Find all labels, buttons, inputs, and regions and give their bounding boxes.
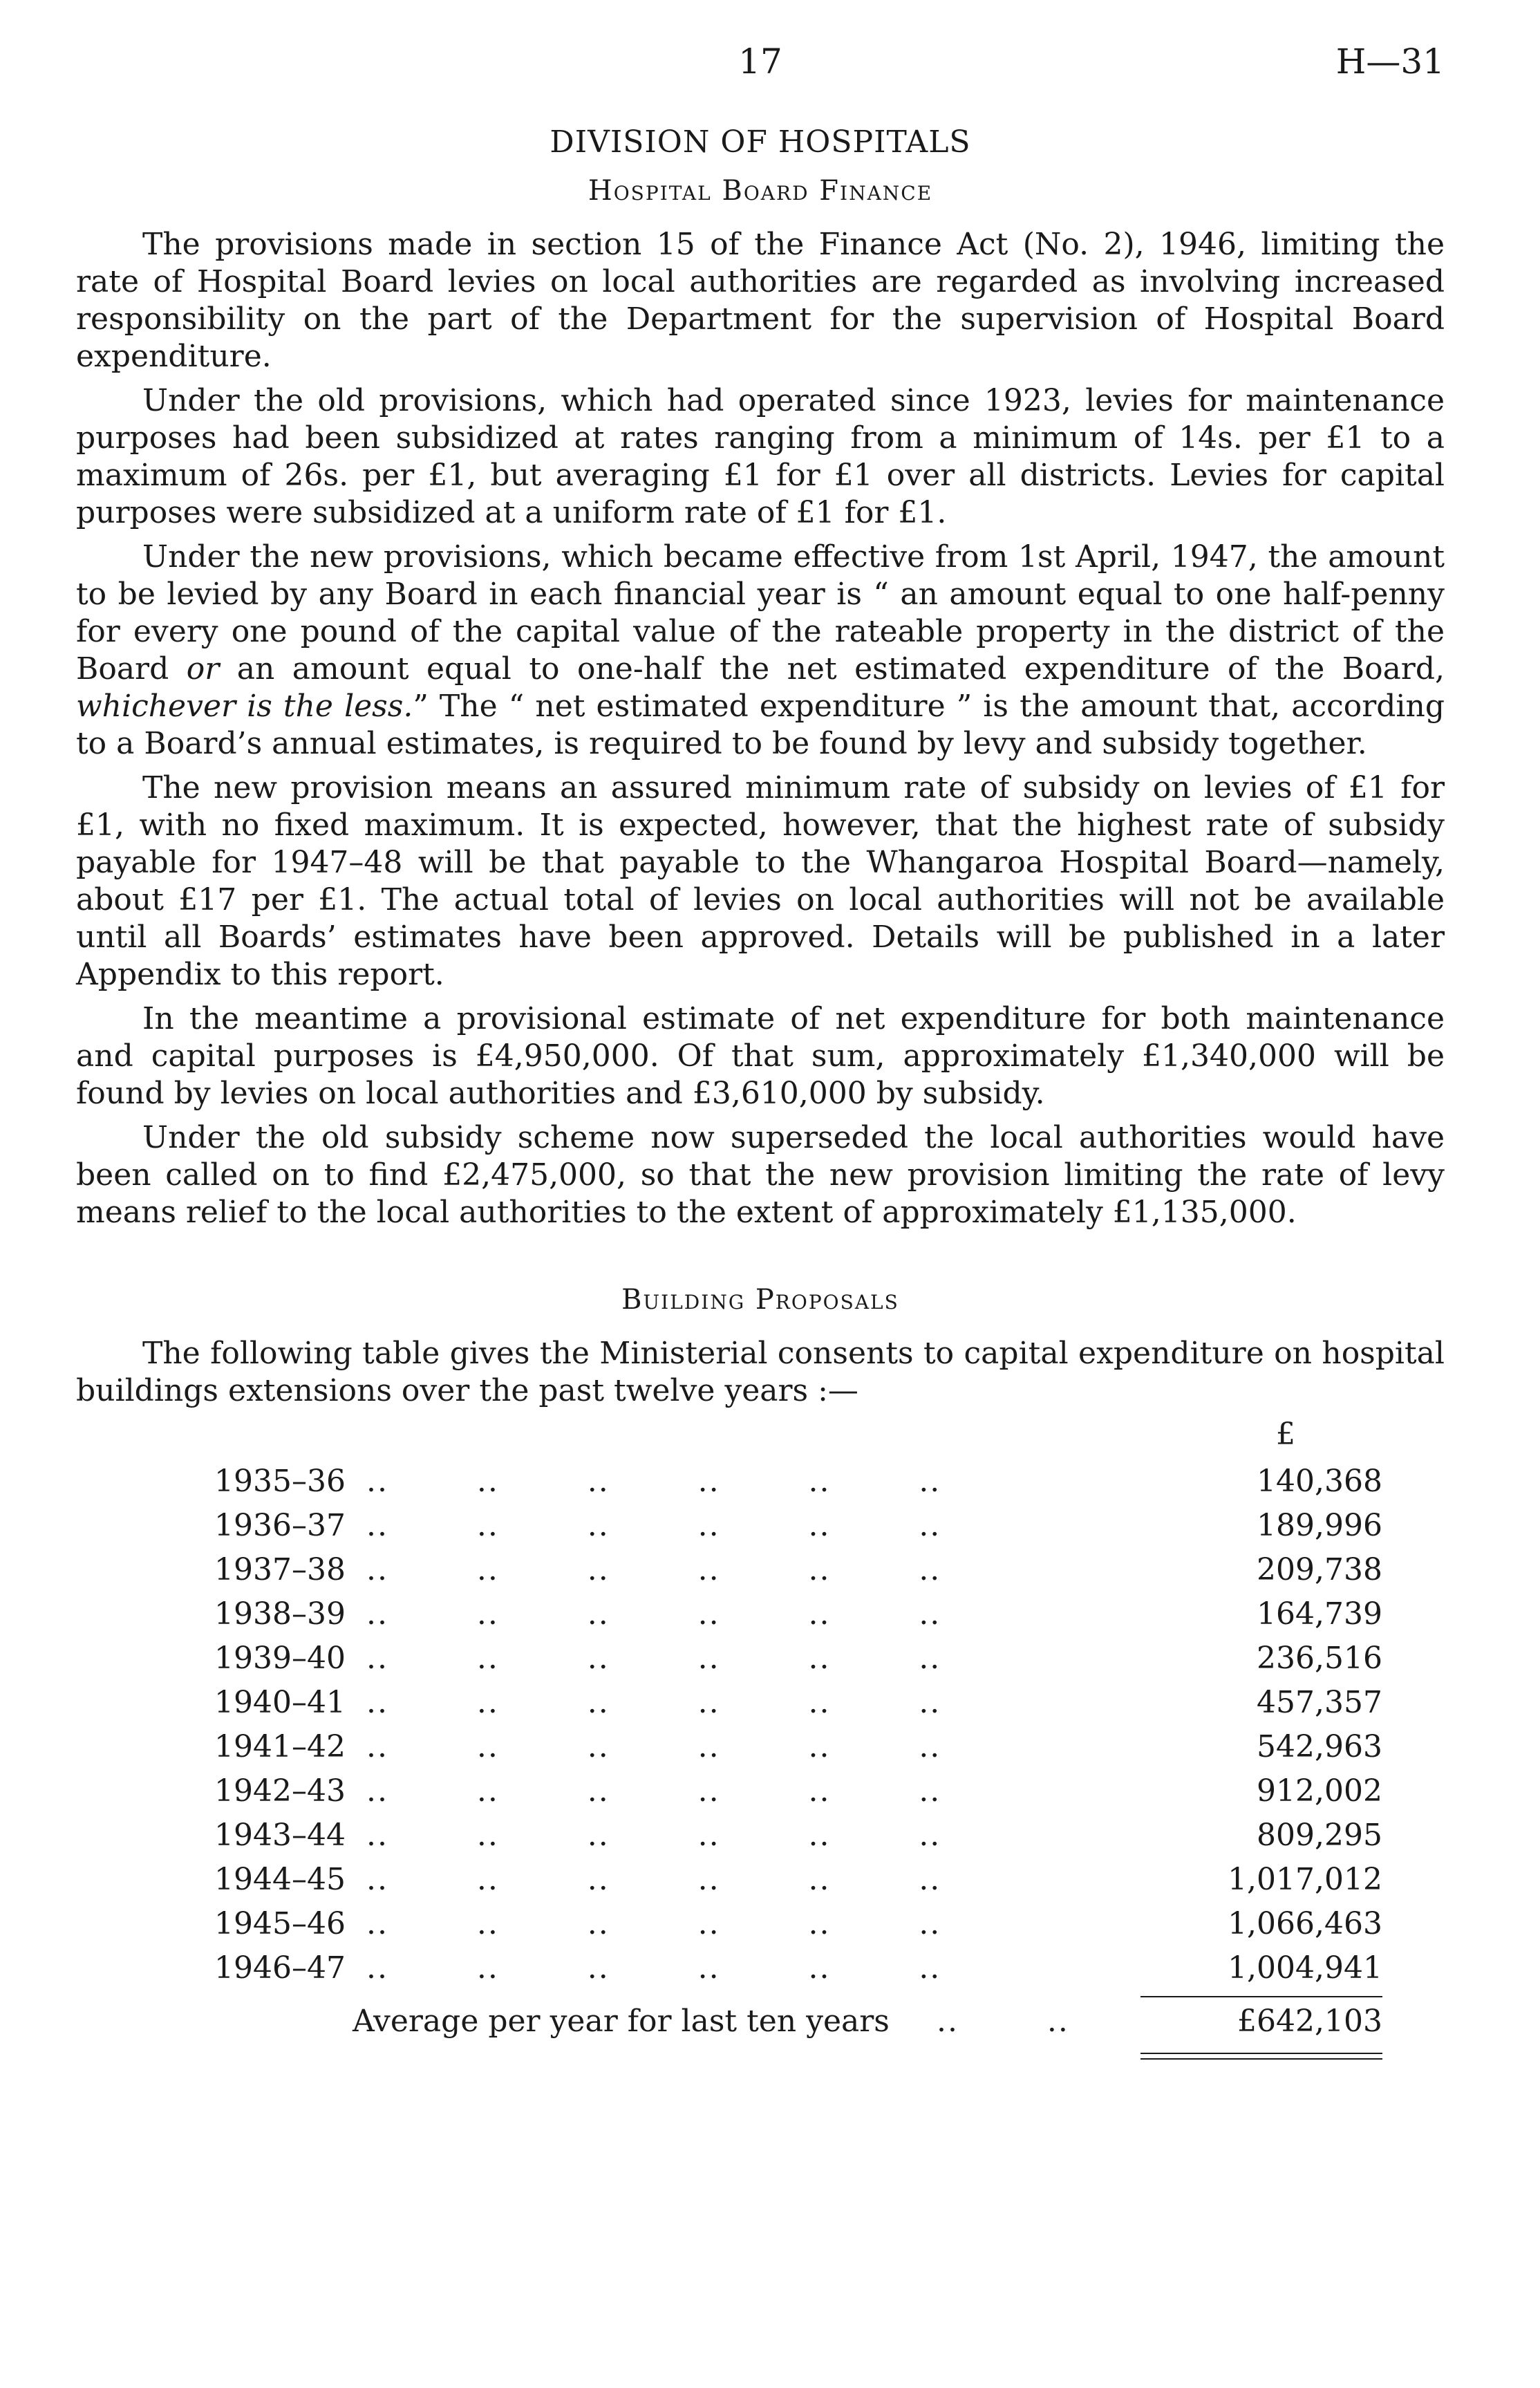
row-year: 1940–41	[214, 1685, 346, 1720]
dot-leader: .. .. .. .. .. ..	[366, 1862, 941, 1897]
paragraph-minimum-subsidy: The new provision means an assured minimum rate of subsidy on levies of £1 for £1, with no fixed maximum. It is expected, however, that the highest rate of subsidy payable for 1947–48 will be that payable to the Whangaroa Hospital Board—namely, about £17 per £1. The actual total of levies on local authorities will not be available until all Boards’ estimates have been approved. Details will be published in a later Appendix to this report.	[76, 770, 1445, 992]
currency-symbol: £	[1276, 1417, 1295, 1452]
building-proposals-intro: The following table gives the Ministerial consents to capital expenditure on hospital buildings extensions over the past twelve years :—	[76, 1336, 1445, 1408]
dot-leader: .. .. .. .. .. ..	[366, 1508, 941, 1543]
dot-leader: .. .. .. .. .. ..	[366, 1950, 941, 1986]
dot-leader: .. .. .. .. .. ..	[366, 1773, 941, 1809]
table-row	[76, 1946, 1445, 1990]
dot-leader: .. .. .. .. .. ..	[366, 1906, 941, 1941]
table-row	[76, 1858, 1445, 1902]
table-row	[76, 1548, 1445, 1592]
dot-leader: .. .. .. .. .. ..	[366, 1818, 941, 1853]
currency-header	[76, 1417, 1445, 1459]
row-year: 1943–44	[214, 1818, 346, 1853]
double-rule	[1140, 2053, 1382, 2060]
document-reference: H—31	[1335, 41, 1445, 82]
table-row	[76, 1459, 1445, 1504]
paragraph-text: Under the new provisions, which became effective from 1st April, 1947, the amount to be levied by any Board in each financial year is “ an amount equal to one half-penny for every one pound of the capital value of the rateable property in the district of the Board	[76, 539, 1445, 687]
paragraph-finance-act: The provisions made in section 15 of the Finance Act (No. 2), 1946, limiting the rate of Hospital Board levies on local authorities are regarded as involving increased responsibility on the part of the Department for the supervision of Hospital Board expenditure.	[76, 227, 1445, 374]
table-row	[76, 1592, 1445, 1636]
table-row	[76, 1813, 1445, 1858]
row-value: 1,004,941	[1228, 1950, 1382, 1986]
row-value: 809,295	[1257, 1818, 1382, 1853]
table-row	[76, 1681, 1445, 1725]
row-year: 1942–43	[214, 1773, 346, 1809]
table-row	[76, 1902, 1445, 1946]
row-value: 189,996	[1257, 1508, 1382, 1543]
average-row	[76, 1990, 1445, 2053]
table-row	[76, 1636, 1445, 1681]
section-title: DIVISION OF HOSPITALS	[550, 124, 971, 160]
row-value: 1,017,012	[1228, 1862, 1382, 1897]
building-proposals-heading: Building Proposals	[621, 1284, 899, 1316]
paragraph-old-scheme-relief: Under the old subsidy scheme now superseded the local authorities would have been called on to find £2,475,000, so that the new provision limiting the rate of levy means relief to the local authorities to the extent of approximately £1,135,000.	[76, 1120, 1445, 1230]
paragraph-text: ” The “ net estimated expenditure ” is the amount that, according to a Board’s annual estimates, is required to be found by levy and subsidy together.	[76, 689, 1445, 761]
average-value: £642,103	[1237, 2004, 1382, 2039]
row-value: 140,368	[1257, 1464, 1382, 1499]
row-value: 457,357	[1257, 1685, 1382, 1720]
dot-leader: .. .. .. .. .. ..	[366, 1685, 941, 1720]
running-head	[76, 41, 1445, 97]
row-year: 1935–36	[214, 1464, 346, 1499]
document-page	[76, 41, 1445, 2067]
double-rule-row	[76, 2053, 1445, 2067]
row-value: 209,738	[1257, 1552, 1382, 1587]
dot-leader: .. .. .. .. .. ..	[366, 1729, 941, 1764]
dot-leader: .. .. .. .. .. ..	[366, 1641, 941, 1676]
paragraph-old-provisions: Under the old provisions, which had operated since 1923, levies for maintenance purposes had been subsidized at rates ranging from a minimum of 14s. per £1 to a maximum of 26s. per £1, but averaging £1 for £1 over all districts. Levies for capital purposes were subsidized at a uniform rate of £1 for £1.	[76, 383, 1445, 530]
row-value: 1,066,463	[1228, 1906, 1382, 1941]
row-year: 1937–38	[214, 1552, 346, 1587]
average-label: Average per year for last ten years	[353, 2004, 890, 2039]
paragraph-new-provisions	[76, 539, 1445, 763]
row-value: 164,739	[1257, 1596, 1382, 1632]
row-value: 236,516	[1257, 1641, 1382, 1676]
row-year: 1936–37	[214, 1508, 346, 1543]
row-value: 542,963	[1257, 1729, 1382, 1764]
row-year: 1939–40	[214, 1641, 346, 1676]
dot-leader: .. .. .. .. .. ..	[366, 1596, 941, 1632]
table-row	[76, 1769, 1445, 1813]
table-row	[76, 1504, 1445, 1548]
row-year: 1944–45	[214, 1862, 346, 1897]
dot-leader: .. .. .. .. .. ..	[366, 1552, 941, 1587]
paragraph-text: an amount equal to one-half the net estimated expenditure of the Board,	[219, 651, 1445, 687]
table-row	[76, 1725, 1445, 1769]
row-year: 1946–47	[214, 1950, 346, 1986]
paragraph-provisional-estimate: In the meantime a provisional estimate of net expenditure for both maintenance and capital purposes is £4,950,000. Of that sum, approximately £1,340,000 will be found by levies on local authorities and £3,610,000 by subsidy.	[76, 1001, 1445, 1111]
section-subtitle: Hospital Board Finance	[588, 175, 933, 207]
dot-leader: .. ..	[937, 2004, 1069, 2039]
consents-table	[76, 1417, 1445, 2067]
page-number: 17	[738, 41, 782, 82]
italic-text: whichever is the less.	[76, 689, 413, 724]
italic-text: or	[186, 651, 220, 687]
row-year: 1941–42	[214, 1729, 346, 1764]
row-value: 912,002	[1257, 1773, 1382, 1809]
dot-leader: .. .. .. .. .. ..	[366, 1464, 941, 1499]
row-year: 1945–46	[214, 1906, 346, 1941]
row-year: 1938–39	[214, 1596, 346, 1632]
